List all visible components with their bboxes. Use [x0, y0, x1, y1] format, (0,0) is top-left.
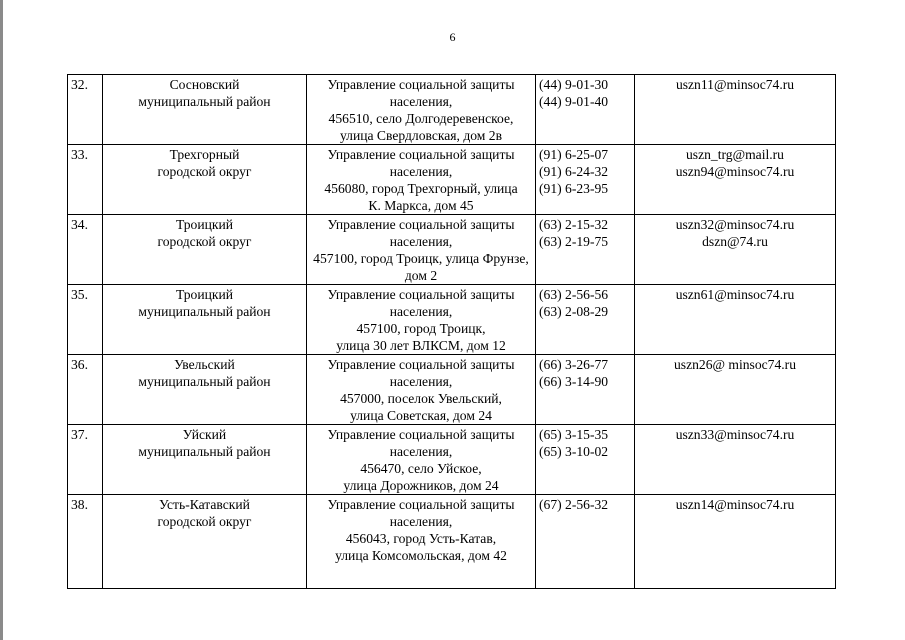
organization-address-cell [307, 495, 536, 589]
organization-address-line: 457100, город Троицк, улица Фрунзе, [313, 251, 529, 266]
email-cell [635, 215, 836, 285]
phone-cell [536, 425, 635, 495]
table-row [68, 215, 836, 285]
organization-address-cell [307, 145, 536, 215]
organization-address-line: улица Свердловская, дом 2в [339, 128, 503, 143]
phone-cell [536, 285, 635, 355]
row-number-cell [68, 145, 103, 215]
municipality-line: Троицкий [175, 287, 234, 302]
phone-line: (63) 2-56-56 [539, 287, 609, 302]
row-number: 36. [71, 357, 88, 372]
email-line: uszn26@ minsoc74.ru [673, 357, 796, 372]
municipality-line: Усть-Катавский [159, 497, 250, 512]
phone-line: (91) 6-25-07 [539, 147, 609, 162]
email-line: uszn94@minsoc74.ru [675, 164, 795, 179]
table-row [68, 425, 836, 495]
email-cell [635, 285, 836, 355]
phone-cell [536, 355, 635, 425]
municipality-line: Сосновский [169, 77, 240, 92]
phone-line: (91) 6-23-95 [539, 181, 609, 196]
organization-address-line: Управление социальной защиты [327, 287, 515, 302]
organization-address-line: 456080, город Трехгорный, улица [324, 181, 518, 196]
organization-address-line: К. Маркса, дом 45 [368, 198, 474, 213]
phone-line: (65) 3-10-02 [539, 444, 609, 459]
organization-address-line: Управление социальной защиты [327, 497, 515, 512]
row-number: 35. [71, 287, 88, 302]
email-cell [635, 355, 836, 425]
phone-line: (91) 6-24-32 [539, 164, 609, 179]
phone-line: (65) 3-15-35 [539, 427, 609, 442]
organization-address-line: населения, [389, 164, 453, 179]
municipality-line: Троицкий [175, 217, 234, 232]
email-line: uszn_trg@mail.ru [686, 147, 784, 162]
municipality-cell [103, 495, 307, 589]
email-cell [635, 75, 836, 145]
organization-address-cell [307, 425, 536, 495]
organization-address-line: населения, [389, 304, 453, 319]
municipality-line: муниципальный район [138, 444, 271, 459]
municipality-cell [103, 285, 307, 355]
row-number-cell [68, 75, 103, 145]
organization-address-cell [307, 215, 536, 285]
table-body [68, 75, 836, 589]
email-cell [635, 495, 836, 589]
email-line: uszn11@minsoc74.ru [675, 77, 795, 92]
organization-address-line: Управление социальной защиты [327, 427, 515, 442]
page-number: 6 [449, 30, 456, 44]
municipality-cell [103, 355, 307, 425]
organization-address-line: дом 2 [404, 268, 438, 283]
row-number: 32. [71, 77, 88, 92]
phone-line: (44) 9-01-40 [539, 94, 609, 109]
organization-address-line: улица Комсомольская, дом 42 [335, 548, 507, 563]
municipality-line: городской округ [157, 514, 252, 529]
municipality-line: муниципальный район [138, 94, 271, 109]
organization-address-line: населения, [389, 514, 453, 529]
municipality-line: муниципальный район [138, 304, 271, 319]
municipality-cell [103, 145, 307, 215]
table-row [68, 75, 836, 145]
row-number-cell [68, 495, 103, 589]
email-line: uszn33@minsoc74.ru [675, 427, 795, 442]
table-row [68, 285, 836, 355]
municipality-line: муниципальный район [138, 374, 271, 389]
municipality-cell [103, 215, 307, 285]
phone-line: (66) 3-26-77 [539, 357, 609, 372]
municipality-line: городской округ [157, 234, 252, 249]
phone-line: (67) 2-56-32 [539, 497, 609, 512]
social-protection-directory-table [67, 74, 836, 589]
organization-address-line: населения, [389, 94, 453, 109]
phone-line: (63) 2-08-29 [539, 304, 609, 319]
organization-address-cell [307, 75, 536, 145]
organization-address-line: Управление социальной защиты [327, 147, 515, 162]
organization-address-line: 456043, город Усть-Катав, [345, 531, 497, 546]
email-cell [635, 425, 836, 495]
organization-address-line: населения, [389, 444, 453, 459]
row-number: 34. [71, 217, 88, 232]
phone-line: (63) 2-19-75 [539, 234, 609, 249]
organization-address-cell [307, 285, 536, 355]
phone-cell [536, 215, 635, 285]
row-number-cell [68, 355, 103, 425]
organization-address-line: Управление социальной защиты [327, 217, 515, 232]
row-number-cell [68, 215, 103, 285]
page-left-edge [0, 0, 3, 640]
phone-line: (66) 3-14-90 [539, 374, 609, 389]
email-line: uszn32@minsoc74.ru [675, 217, 795, 232]
organization-address-line: населения, [389, 374, 453, 389]
organization-address-line: Управление социальной защиты [327, 357, 515, 372]
municipality-cell [103, 425, 307, 495]
row-number: 33. [71, 147, 88, 162]
email-line: uszn61@minsoc74.ru [675, 287, 795, 302]
municipality-cell [103, 75, 307, 145]
organization-address-line: улица Советская, дом 24 [350, 408, 492, 423]
row-number-cell [68, 425, 103, 495]
email-line: dszn@74.ru [702, 234, 768, 249]
organization-address-line: 457100, город Троицк, [356, 321, 486, 336]
phone-line: (44) 9-01-30 [539, 77, 609, 92]
organization-address-line: улица Дорожников, дом 24 [343, 478, 499, 493]
organization-address-line: 456470, село Уйское, [360, 461, 482, 476]
phone-line: (63) 2-15-32 [539, 217, 609, 232]
phone-cell [536, 75, 635, 145]
organization-address-line: 457000, поселок Увельский, [340, 391, 502, 406]
municipality-line: Уйский [182, 427, 227, 442]
email-line: uszn14@minsoc74.ru [675, 497, 795, 512]
phone-cell [536, 495, 635, 589]
row-number: 37. [71, 427, 88, 442]
municipality-line: Трехгорный [169, 147, 240, 162]
organization-address-cell [307, 355, 536, 425]
row-number-cell [68, 285, 103, 355]
table-row [68, 355, 836, 425]
row-number: 38. [71, 497, 88, 512]
organization-address-line: 456510, село Долгодеревенское, [328, 111, 514, 126]
phone-cell [536, 145, 635, 215]
organization-address-line: населения, [389, 234, 453, 249]
municipality-line: Увельский [174, 357, 235, 372]
organization-address-line: Управление социальной защиты [327, 77, 515, 92]
municipality-line: городской округ [157, 164, 252, 179]
organization-address-line: улица 30 лет ВЛКСМ, дом 12 [336, 338, 506, 353]
email-cell [635, 145, 836, 215]
table-row [68, 145, 836, 215]
table-row [68, 495, 836, 589]
